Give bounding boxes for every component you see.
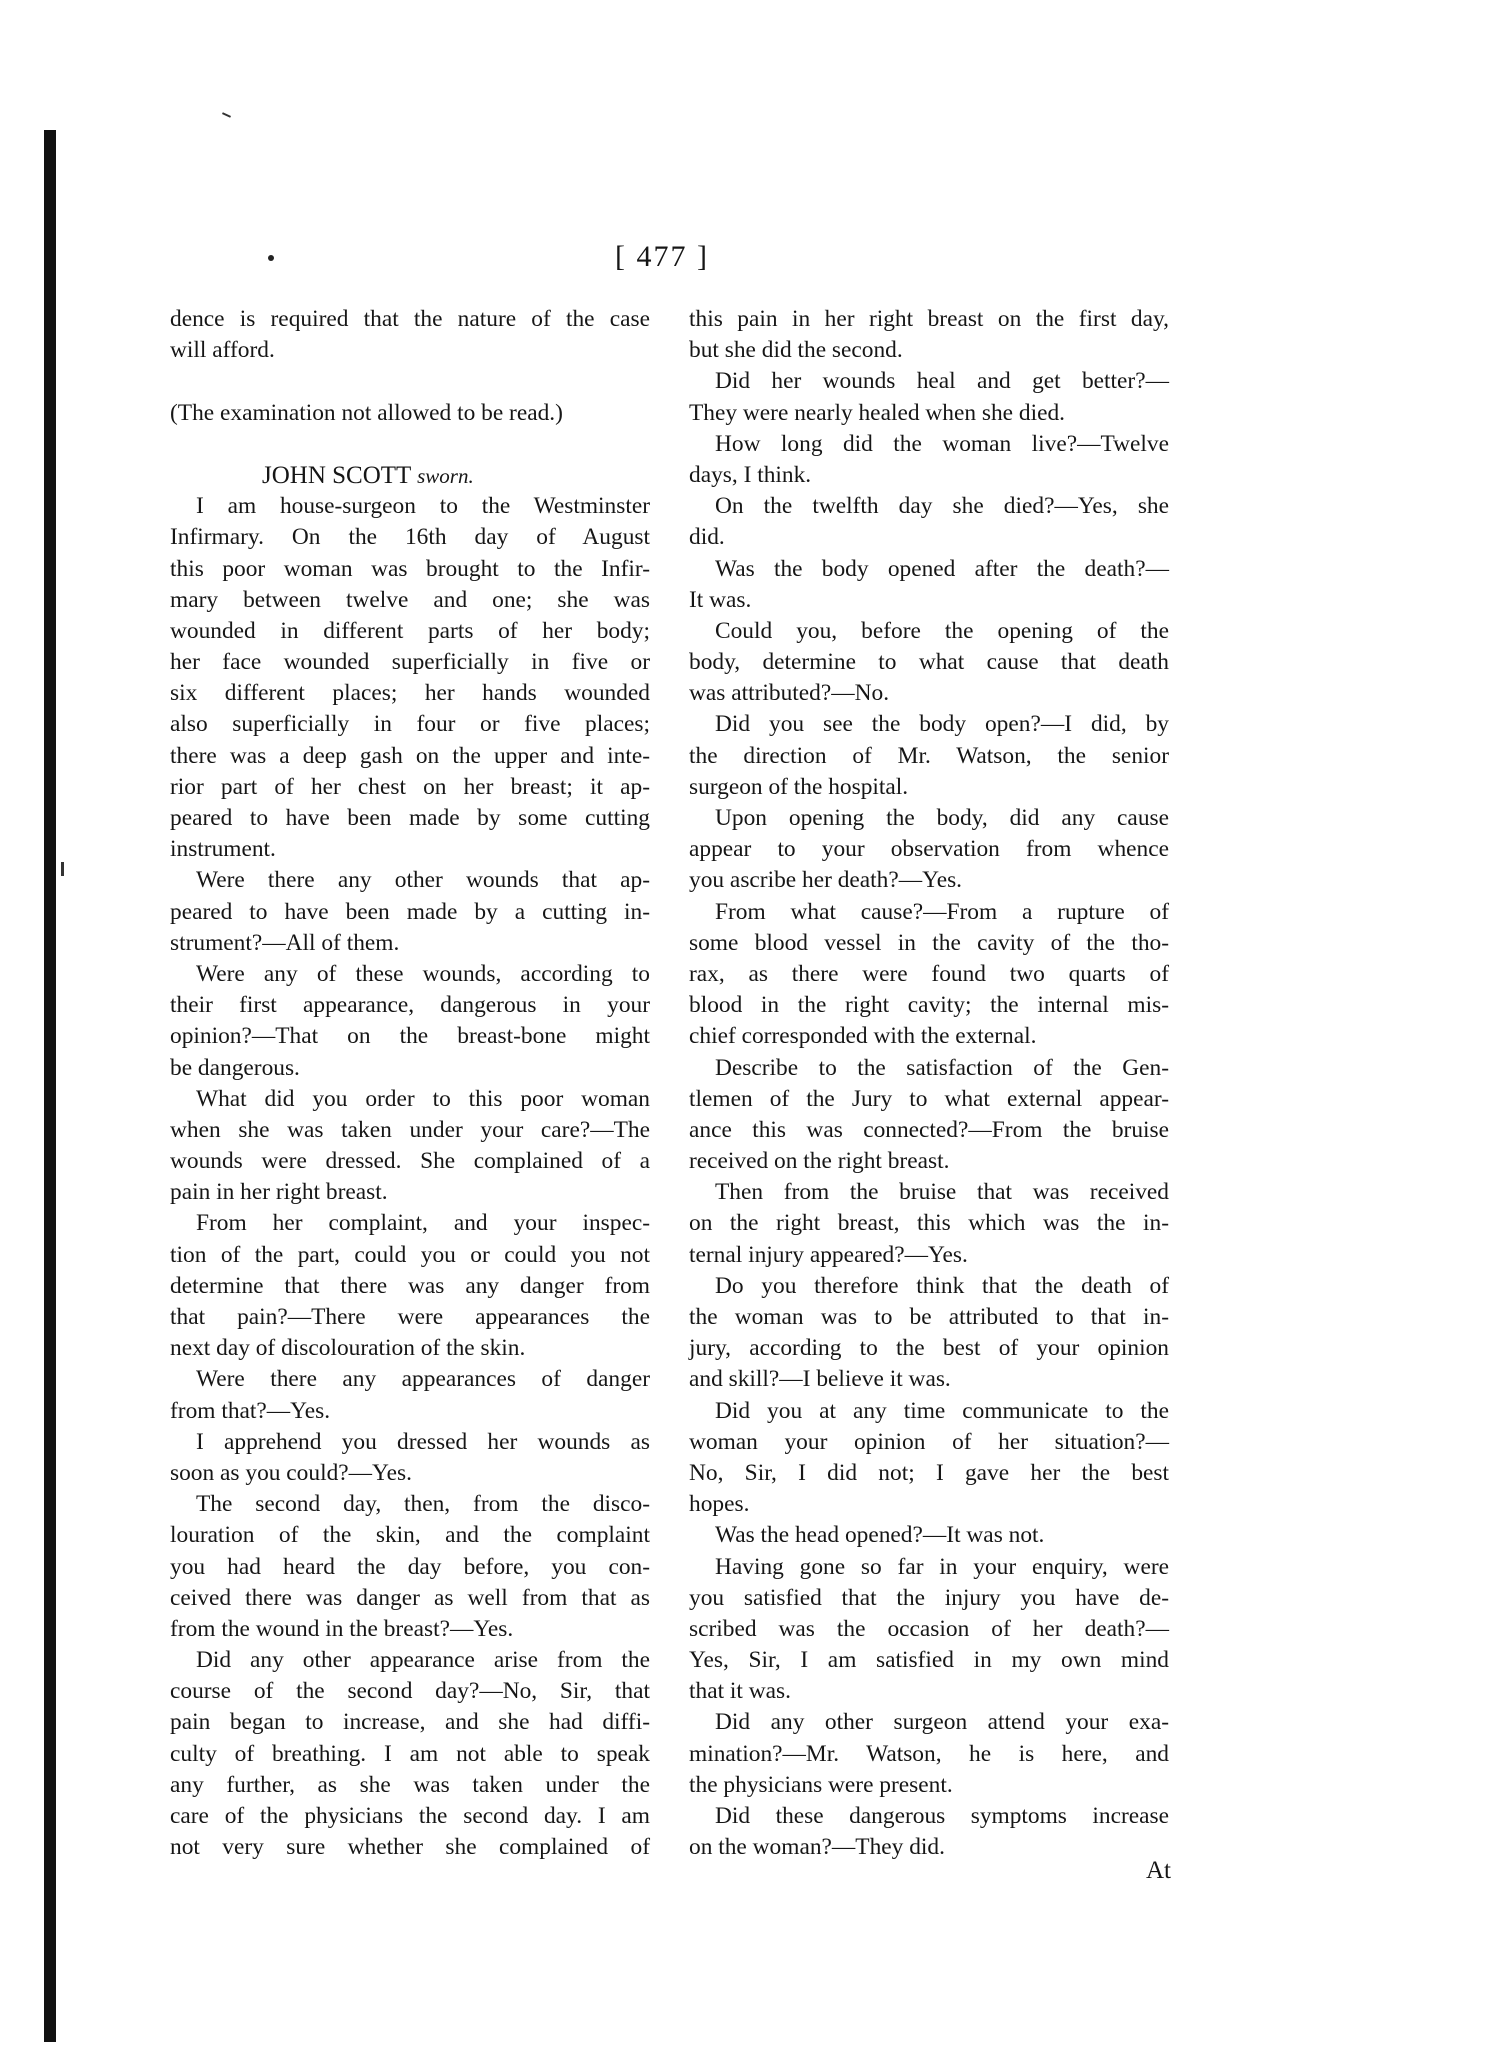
blank-line bbox=[170, 429, 650, 460]
text-line: wounded in different parts of her body; bbox=[170, 617, 650, 644]
text-line: determine that there was any danger from bbox=[170, 1272, 650, 1299]
text-line: mination?—Mr. Watson, he is here, and bbox=[689, 1740, 1169, 1767]
text-line: from that?—Yes. bbox=[170, 1397, 331, 1424]
examination-note: (The examination not allowed to be read.) bbox=[170, 399, 563, 426]
text-line: What did you order to this poor woman bbox=[196, 1085, 650, 1112]
text-line: Upon opening the body, did any cause bbox=[715, 805, 1169, 831]
text-line: ance this was connected?—From the bruise bbox=[689, 1116, 1169, 1143]
text-line: this poor woman was brought to the Infir- bbox=[170, 555, 650, 582]
text-line: but she did the second. bbox=[689, 337, 903, 364]
text-line: Were there any appearances of danger bbox=[196, 1366, 650, 1393]
text-line: peared to have been made by a cutting in- bbox=[170, 898, 650, 925]
text-line: It was. bbox=[689, 586, 752, 613]
catchword: At bbox=[1146, 1857, 1171, 1884]
text-line: not very sure whether she complained of bbox=[170, 1834, 650, 1861]
text-line: that it was. bbox=[689, 1678, 791, 1705]
text-line: On the twelfth day she died?—Yes, she bbox=[715, 493, 1169, 520]
text-line: six different places; her hands wounded bbox=[170, 680, 650, 707]
text-line: pain began to increase, and she had diffi- bbox=[170, 1709, 650, 1736]
text-line: peared to have been made by some cutting bbox=[170, 805, 650, 831]
text-line: louration of the skin, and the complaint bbox=[170, 1522, 650, 1549]
text-line: received on the right breast. bbox=[689, 1148, 950, 1175]
text-line: there was a deep gash on the upper and inte- bbox=[170, 742, 650, 769]
text-line: appear to your observation from whence bbox=[689, 836, 1169, 863]
text-line: Could you, before the opening of the bbox=[715, 617, 1169, 644]
text-line: care of the physicians the second day. I am bbox=[170, 1803, 650, 1829]
text-line: rax, as there were found two quarts of bbox=[689, 960, 1169, 987]
text-line: her face wounded superficially in five or bbox=[170, 649, 650, 676]
text-line: rior part of her chest on her breast; it ap- bbox=[170, 773, 650, 800]
text-line: also superficially in four or five places; bbox=[170, 711, 650, 738]
text-line: you had heard the day before, you con- bbox=[170, 1553, 650, 1580]
text-line: on the woman?—They did. bbox=[689, 1834, 945, 1861]
text-line: you satisfied that the injury you have de- bbox=[689, 1584, 1169, 1611]
text-line: scribed was the occasion of her death?— bbox=[689, 1615, 1169, 1642]
text-line: soon as you could?—Yes. bbox=[170, 1459, 412, 1486]
witness-name: JOHN SCOTT bbox=[262, 461, 411, 489]
text-line: From her complaint, and your inspec- bbox=[196, 1210, 650, 1237]
text-line: Was the body opened after the death?— bbox=[715, 555, 1169, 582]
text-line: some blood vessel in the cavity of the tho- bbox=[689, 929, 1169, 956]
blank-line bbox=[170, 366, 650, 397]
text-line: days, I think. bbox=[689, 461, 812, 488]
scan-mark bbox=[222, 112, 231, 118]
text-line: did. bbox=[689, 524, 725, 551]
text-line: Infirmary. On the 16th day of August bbox=[170, 524, 650, 551]
text-line: pain in her right breast. bbox=[170, 1179, 388, 1206]
text-line: Were there any other wounds that ap- bbox=[196, 867, 650, 894]
text-line: Was the head opened?—It was not. bbox=[715, 1522, 1045, 1549]
text-line: instrument. bbox=[170, 836, 276, 863]
text-line: culty of breathing. I am not able to speak bbox=[170, 1740, 650, 1767]
text-line: Did any other surgeon attend your exa- bbox=[715, 1709, 1169, 1736]
text-line: How long did the woman live?—Twelve bbox=[715, 430, 1169, 457]
sworn-label: sworn. bbox=[417, 463, 474, 488]
right-column bbox=[689, 304, 1169, 1863]
text-line: Do you therefore think that the death of bbox=[715, 1272, 1169, 1299]
text-line: dence is required that the nature of the case bbox=[170, 306, 650, 332]
text-line: the physicians were present. bbox=[689, 1771, 953, 1798]
text-line: I am house-surgeon to the Westminster bbox=[196, 493, 650, 520]
text-line: you ascribe her death?—Yes. bbox=[689, 867, 963, 894]
text-line: Describe to the satisfaction of the Gen- bbox=[715, 1054, 1169, 1081]
text-line: the woman was to be attributed to that in- bbox=[689, 1304, 1169, 1330]
text-line: this pain in her right breast on the first day, bbox=[689, 306, 1169, 332]
text-line: blood in the right cavity; the internal mis- bbox=[689, 992, 1169, 1019]
page-number: [ 477 ] bbox=[615, 240, 709, 273]
text-line: surgeon of the hospital. bbox=[689, 773, 909, 800]
text-line: Did you at any time communicate to the bbox=[715, 1397, 1169, 1424]
text-line: mary between twelve and one; she was bbox=[170, 586, 650, 613]
text-line: Did her wounds heal and get better?— bbox=[715, 368, 1169, 395]
text-line: strument?—All of them. bbox=[170, 929, 400, 956]
text-line: Then from the bruise that was received bbox=[715, 1179, 1169, 1206]
text-line: Having gone so far in your enquiry, were bbox=[715, 1553, 1169, 1580]
text-line: be dangerous. bbox=[170, 1054, 300, 1081]
text-line: from the wound in the breast?—Yes. bbox=[170, 1615, 514, 1642]
text-line: Yes, Sir, I am satisfied in my own mind bbox=[689, 1647, 1169, 1674]
text-line: From what cause?—From a rupture of bbox=[715, 898, 1169, 925]
text-line: No, Sir, I did not; I gave her the best bbox=[689, 1459, 1169, 1486]
text-line: ceived there was danger as well from that as bbox=[170, 1584, 650, 1611]
text-line: opinion?—That on the breast-bone might bbox=[170, 1023, 650, 1050]
text-line: jury, according to the best of your opinion bbox=[689, 1335, 1169, 1362]
page-header bbox=[0, 240, 1485, 280]
text-line: any further, as she was taken under the bbox=[170, 1771, 650, 1798]
scan-mark bbox=[61, 862, 64, 876]
text-line: wounds were dressed. She complained of a bbox=[170, 1148, 650, 1175]
text-line: their first appearance, dangerous in your bbox=[170, 992, 650, 1019]
text-line: that pain?—There were appearances the bbox=[170, 1304, 650, 1330]
text-line: course of the second day?—No, Sir, that bbox=[170, 1678, 650, 1705]
text-line: the direction of Mr. Watson, the senior bbox=[689, 742, 1169, 769]
text-line: tlemen of the Jury to what external appear- bbox=[689, 1085, 1169, 1112]
text-line: Did you see the body open?—I did, by bbox=[715, 711, 1169, 738]
text-line: woman your opinion of her situation?— bbox=[689, 1428, 1169, 1455]
text-line: tion of the part, could you or could you not bbox=[170, 1241, 650, 1268]
text-line: The second day, then, from the disco- bbox=[196, 1491, 650, 1518]
text-line: on the right breast, this which was the in- bbox=[689, 1210, 1169, 1237]
text-line: chief corresponded with the external. bbox=[689, 1023, 1037, 1050]
text-line: Did these dangerous symptoms increase bbox=[715, 1803, 1169, 1829]
binding-shadow bbox=[44, 130, 56, 2042]
witness-heading bbox=[170, 460, 650, 491]
text-line: ternal injury appeared?—Yes. bbox=[689, 1241, 968, 1268]
text-line: and skill?—I believe it was. bbox=[689, 1366, 951, 1393]
left-column bbox=[170, 304, 650, 1863]
text-line: hopes. bbox=[689, 1491, 750, 1518]
text-line: was attributed?—No. bbox=[689, 680, 890, 707]
text-line: will afford. bbox=[170, 337, 275, 364]
text-line: next day of discolouration of the skin. bbox=[170, 1335, 526, 1362]
text-line: when she was taken under your care?—The bbox=[170, 1116, 650, 1143]
text-line: Were any of these wounds, according to bbox=[196, 960, 650, 987]
text-line: I apprehend you dressed her wounds as bbox=[196, 1428, 650, 1455]
text-line: body, determine to what cause that death bbox=[689, 649, 1169, 676]
text-line: Did any other appearance arise from the bbox=[196, 1647, 650, 1674]
text-line: They were nearly healed when she died. bbox=[689, 399, 1066, 426]
